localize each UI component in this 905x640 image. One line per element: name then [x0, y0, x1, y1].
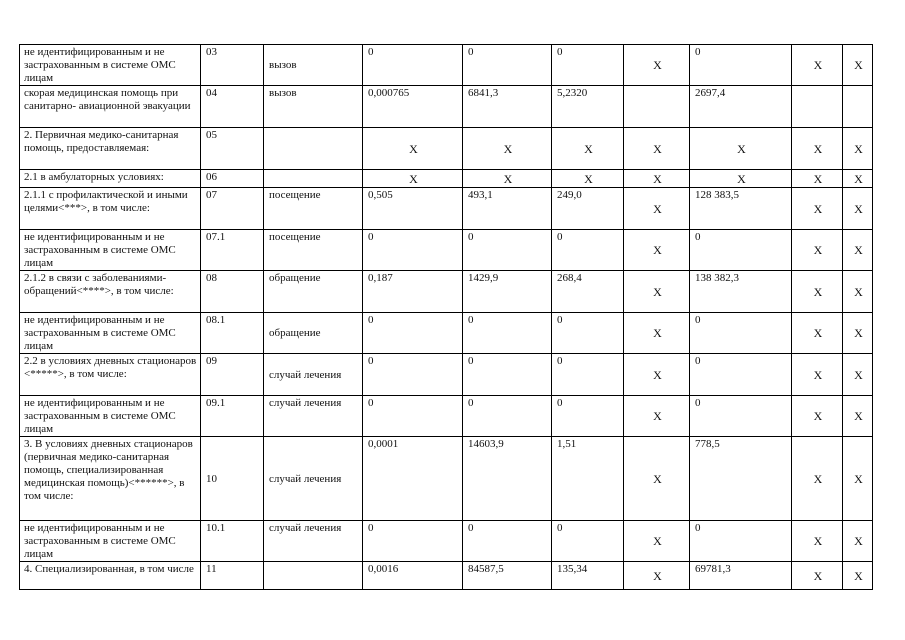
cell-unit: посещение — [264, 230, 363, 271]
cell-norm-cost: 14603,9 — [463, 437, 552, 521]
cell-per-capita-budget: 0 — [552, 313, 624, 354]
table-row — [20, 396, 873, 437]
cell-percent — [843, 86, 873, 128]
cell-per-capita-oms — [624, 86, 690, 128]
cell-per-capita-oms: Х — [624, 271, 690, 313]
cell-norm-volume: 0,0001 — [363, 437, 463, 521]
cell-per-capita-budget: 0 — [552, 230, 624, 271]
cell-unit — [264, 128, 363, 170]
cell-percent: Х — [843, 313, 873, 354]
cell-cost-budget: 0 — [690, 313, 792, 354]
cell-norm-cost: 0 — [463, 45, 552, 86]
cell-percent: Х — [843, 45, 873, 86]
cell-norm-cost: 0 — [463, 230, 552, 271]
cell-name: скорая медицинская помощь при санитарно- авиационной эвакуации — [20, 86, 201, 128]
cell-cost-oms — [792, 86, 843, 128]
cell-cost-budget: 138 382,3 — [690, 271, 792, 313]
cell-norm-volume: 0 — [363, 230, 463, 271]
cell-percent: Х — [843, 170, 873, 188]
cell-name: 3. В условиях дневных стационаров (первичная медико-санитарная помощь, специализированная медицинская помощь)<******>, в том числе: — [20, 437, 201, 521]
cell-per-capita-budget: 0 — [552, 396, 624, 437]
cell-per-capita-oms: Х — [624, 230, 690, 271]
cell-cost-oms: Х — [792, 45, 843, 86]
cell-name: не идентифицированным и не застрахованным в системе ОМС лицам — [20, 521, 201, 562]
cell-name: не идентифицированным и не застрахованным в системе ОМС лицам — [20, 313, 201, 354]
cell-cost-oms: Х — [792, 562, 843, 590]
table-row — [20, 521, 873, 562]
cell-cost-budget: 778,5 — [690, 437, 792, 521]
table-row — [20, 230, 873, 271]
cell-per-capita-budget: 249,0 — [552, 188, 624, 230]
cell-per-capita-oms: Х — [624, 128, 690, 170]
cell-norm-volume: Х — [363, 128, 463, 170]
cell-name: не идентифицированным и не застрахованным в системе ОМС лицам — [20, 230, 201, 271]
cell-row-code: 04 — [201, 86, 264, 128]
cell-unit — [264, 562, 363, 590]
cell-per-capita-budget: 1,51 — [552, 437, 624, 521]
cell-norm-cost: 0 — [463, 396, 552, 437]
cell-name: 2.1.2 в связи с заболеваниями-обращений<****>, в том числе: — [20, 271, 201, 313]
cell-cost-budget: 0 — [690, 354, 792, 396]
cell-cost-budget: 0 — [690, 521, 792, 562]
cell-per-capita-oms: Х — [624, 521, 690, 562]
cell-per-capita-budget: 135,34 — [552, 562, 624, 590]
cell-per-capita-budget: 0 — [552, 45, 624, 86]
cell-unit: случай лечения — [264, 396, 363, 437]
cell-norm-volume: 0,0016 — [363, 562, 463, 590]
cell-per-capita-oms: Х — [624, 188, 690, 230]
cell-norm-cost: 0 — [463, 354, 552, 396]
cell-cost-budget: 0 — [690, 45, 792, 86]
cell-cost-budget: 0 — [690, 230, 792, 271]
cell-norm-cost: Х — [463, 128, 552, 170]
cell-name: не идентифицированным и не застрахованным в системе ОМС лицам — [20, 396, 201, 437]
cell-cost-oms: Х — [792, 128, 843, 170]
cell-percent: Х — [843, 271, 873, 313]
cell-norm-cost: 6841,3 — [463, 86, 552, 128]
cell-cost-budget: Х — [690, 128, 792, 170]
table-row — [20, 271, 873, 313]
cell-name: 2.1.1 с профилактической и иными целями<***>, в том числе: — [20, 188, 201, 230]
cell-norm-volume: 0 — [363, 396, 463, 437]
cell-norm-cost: 0 — [463, 313, 552, 354]
cell-name: 4. Специализированная, в том числе — [20, 562, 201, 590]
cell-per-capita-budget: Х — [552, 170, 624, 188]
cell-percent: Х — [843, 562, 873, 590]
cell-cost-oms: Х — [792, 354, 843, 396]
cell-cost-oms: Х — [792, 188, 843, 230]
cell-norm-volume: 0 — [363, 45, 463, 86]
cell-percent: Х — [843, 396, 873, 437]
cell-percent: Х — [843, 437, 873, 521]
cell-percent: Х — [843, 521, 873, 562]
table-row — [20, 170, 873, 188]
cell-norm-cost: 1429,9 — [463, 271, 552, 313]
cell-per-capita-budget: 268,4 — [552, 271, 624, 313]
cell-percent: Х — [843, 188, 873, 230]
cell-per-capita-oms: Х — [624, 562, 690, 590]
cell-per-capita-oms: Х — [624, 313, 690, 354]
cell-norm-volume: 0,505 — [363, 188, 463, 230]
cell-unit: посещение — [264, 188, 363, 230]
table-row — [20, 313, 873, 354]
cell-row-code: 09.1 — [201, 396, 264, 437]
cell-per-capita-oms: Х — [624, 170, 690, 188]
cell-cost-budget: Х — [690, 170, 792, 188]
cell-cost-budget: 2697,4 — [690, 86, 792, 128]
cell-row-code: 08.1 — [201, 313, 264, 354]
cell-cost-oms: Х — [792, 271, 843, 313]
cell-row-code: 03 — [201, 45, 264, 86]
cell-row-code: 05 — [201, 128, 264, 170]
cell-row-code: 06 — [201, 170, 264, 188]
table-row — [20, 188, 873, 230]
cell-per-capita-budget: 5,2320 — [552, 86, 624, 128]
cell-name: 2. Первичная медико-санитарная помощь, предоставляемая: — [20, 128, 201, 170]
table-row — [20, 562, 873, 590]
table-row — [20, 86, 873, 128]
cell-cost-oms: Х — [792, 521, 843, 562]
cell-percent: Х — [843, 128, 873, 170]
tariff-table — [19, 44, 873, 590]
cell-per-capita-oms: Х — [624, 354, 690, 396]
cell-cost-budget: 128 383,5 — [690, 188, 792, 230]
cell-percent: Х — [843, 354, 873, 396]
cell-row-code: 09 — [201, 354, 264, 396]
cell-per-capita-budget: Х — [552, 128, 624, 170]
table-row — [20, 437, 873, 521]
cell-per-capita-oms: Х — [624, 437, 690, 521]
cell-norm-volume: 0 — [363, 313, 463, 354]
cell-row-code: 11 — [201, 562, 264, 590]
cell-name: не идентифицированным и не застрахованным в системе ОМС лицам — [20, 45, 201, 86]
cell-cost-oms: Х — [792, 437, 843, 521]
cell-norm-cost: 0 — [463, 521, 552, 562]
cell-unit: случай лечения — [264, 354, 363, 396]
cell-norm-volume: Х — [363, 170, 463, 188]
cell-unit: случай лечения — [264, 521, 363, 562]
cell-norm-cost: 84587,5 — [463, 562, 552, 590]
cell-unit: обращение — [264, 313, 363, 354]
cell-name: 2.1 в амбулаторных условиях: — [20, 170, 201, 188]
cell-norm-volume: 0,187 — [363, 271, 463, 313]
cell-unit: вызов — [264, 45, 363, 86]
table-row — [20, 128, 873, 170]
cell-per-capita-oms: Х — [624, 45, 690, 86]
cell-unit: вызов — [264, 86, 363, 128]
table-row — [20, 354, 873, 396]
cell-row-code: 07.1 — [201, 230, 264, 271]
cell-row-code: 10.1 — [201, 521, 264, 562]
cell-cost-oms: Х — [792, 170, 843, 188]
cell-row-code: 10 — [201, 437, 264, 521]
cell-unit — [264, 170, 363, 188]
cell-cost-oms: Х — [792, 313, 843, 354]
cell-unit: случай лечения — [264, 437, 363, 521]
cell-cost-budget: 69781,3 — [690, 562, 792, 590]
cell-per-capita-budget: 0 — [552, 354, 624, 396]
cell-norm-volume: 0,000765 — [363, 86, 463, 128]
table-body — [20, 45, 873, 590]
cell-unit: обращение — [264, 271, 363, 313]
cell-cost-oms: Х — [792, 230, 843, 271]
cell-norm-cost: 493,1 — [463, 188, 552, 230]
cell-name: 2.2 в условиях дневных стационаров <*****>, в том числе: — [20, 354, 201, 396]
cell-per-capita-oms: Х — [624, 396, 690, 437]
cell-norm-volume: 0 — [363, 354, 463, 396]
cell-per-capita-budget: 0 — [552, 521, 624, 562]
cell-row-code: 08 — [201, 271, 264, 313]
cell-percent: Х — [843, 230, 873, 271]
cell-norm-cost: Х — [463, 170, 552, 188]
cell-cost-budget: 0 — [690, 396, 792, 437]
table-row — [20, 45, 873, 86]
cell-norm-volume: 0 — [363, 521, 463, 562]
cell-cost-oms: Х — [792, 396, 843, 437]
cell-row-code: 07 — [201, 188, 264, 230]
